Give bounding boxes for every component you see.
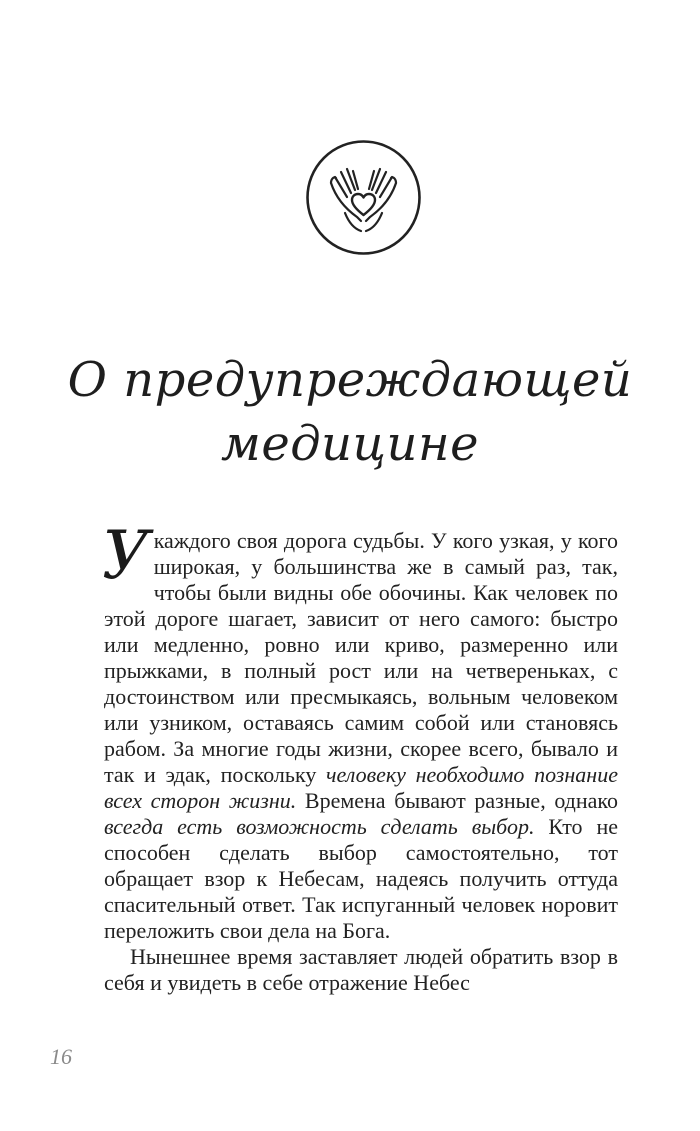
chapter-title-line-1: О предупреждающей [67, 352, 633, 409]
paragraph-1-text-a: каждого своя дорога судьбы. У кого узкая, у кого широкая, у большинства же в самый раз, так, чтобы были видны обе обочины. Как человек по этой дороге шагает, зависит от него самого: быстро или медленно, ровно или криво, размеренно или прыжками, в полный рост или на четвереньках, с достоинством или пресмыкаясь, вольным человеком или узником, оставаясь самим собой или становясь рабом. За многие годы жизни, скорее всего, бывало и так и эдак, поскольку [104, 528, 618, 787]
page-number: 16 [50, 1044, 72, 1069]
paragraph-1 [102, 517, 618, 944]
chapter-title-line-2: медицине [221, 416, 479, 473]
paragraph-1-text-b: Времена бывают разные, однако [296, 788, 618, 813]
paragraph-1-text-c: Кто не способен сделать выбор самостоятельно, тот обращает взор к Небесам, надеясь получить оттуда спасительный ответ. Так испуганный человек норовит переложить свои дела на Бога. [104, 814, 618, 943]
chapter-body [102, 517, 618, 996]
drop-cap: У [102, 517, 150, 594]
paragraph-1-emphasis-b: всегда есть возможность сделать выбор. [104, 814, 535, 839]
paragraph-2: Нынешнее время заставляет людей обратить взор в себя и увидеть в себе отражение Небес [104, 944, 618, 995]
chapter-emblem [305, 139, 422, 256]
hands-heart-icon [305, 139, 422, 256]
paragraph-1-emphasis-a: человеку необходимо познание всех сторон жизни. [104, 762, 618, 813]
chapter-title [0, 348, 700, 476]
